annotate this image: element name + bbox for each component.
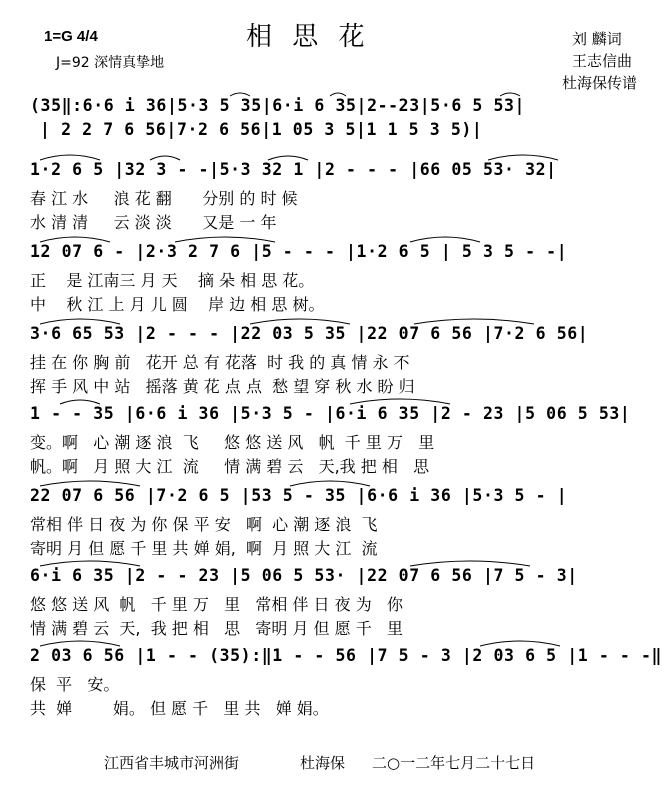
slur-mark [40,319,120,324]
system-4-lyric-1: 变。啊 心 潮 逐 浪 飞 悠 悠 送 风 帆 千 里 万 里 [30,433,435,452]
slur-mark [250,319,350,324]
slur-mark [40,481,140,486]
slur-mark [60,400,100,404]
system-4-notes: 1 - - 35 |6·6 i 36 |5·3 5 - |6·i 6 35 |2 - 23 |5 06 5 53| [30,404,631,423]
slur-mark [40,155,100,160]
system-7-lyric-2: 共 婵 娟。 但 愿 千 里 共 婵 娟。 [30,699,329,718]
slur-mark [410,561,530,566]
slur-mark [150,156,180,160]
footer-date: 二○一二年七月二十七日 [372,754,536,772]
key-signature: 1=G 4/4 [44,28,98,45]
system-3-lyric-1: 挂 在 你 胸 前 花开 总 有 花落 时 我 的 真 情 永 不 [30,353,410,372]
system-2-lyric-2: 中 秋 江 上 月 儿 圆 岸 边 相 思 树。 [30,295,325,314]
sheet-title: 相 思 花 [246,22,371,52]
system-1-notes: 1·2 6 5 |32 3 - -|5·3 32 1 |2 - - - |66 05 53· 32| [30,160,557,179]
slur-mark [290,481,370,486]
slur-mark [40,641,120,646]
footer-place: 江西省丰城市河洲街 [104,754,240,772]
intro-line-2: | 2 2 7 6 56|7·2 6 56|1 05 3 5|1 1 5 3 5)| [40,120,483,139]
slur-mark [350,399,450,404]
system-2-lyric-1: 正 是 江南三 月 天 摘 朵 相 思 花。 [30,271,315,290]
system-3-notes: 3·6 65 53 |2 - - - |22 03 5 35 |22 07 6 56 |7·2 6 56| [30,324,589,343]
system-1-lyric-2: 水 清 清 云 淡 淡 又是 一 年 [30,213,277,232]
system-5-lyric-1: 常相 伴 日 夜 为 你 保 平 安 啊 心 潮 逐 浪 飞 [30,515,378,534]
tempo-marking: J=92 深情真挚地 [56,55,165,71]
system-7-notes: 2 03 6 56 |1 - - (35):‖1 - - 56 |7 5 - 3 |2 03 6 5 |1 - - -‖ [30,646,663,665]
slur-mark [480,641,560,646]
lyricist-credit: 刘 麟词 [572,30,622,48]
system-2-notes: 12 07 6 - |2·3 2 7 6 |5 - - - |1·2 6 5 | 5 3 5 - -| [30,242,568,261]
slur-mark [500,93,520,96]
slur-mark [268,156,308,160]
intro-line-1: (35‖:6·6 i 36|5·3 5 35|6·i 6 35|2--23|5·6 5 53| [30,96,526,115]
slur-mark [410,237,480,242]
system-5-notes: 22 07 6 56 |7·2 6 5 |53 5 - 35 |6·6 i 36 |5·3 5 - | [30,486,568,505]
slur-mark [330,93,346,96]
slur-mark [175,237,275,242]
footer-name: 杜海保 [300,754,346,772]
system-6-lyric-1: 悠 悠 送 风 帆 千 里 万 里 常相 伴 日 夜 为 你 [30,595,403,614]
composer-credit: 王志信曲 [572,52,633,70]
transcriber-credit: 杜海保传谱 [562,74,638,92]
slur-mark [414,319,534,324]
slur-mark [40,561,140,566]
system-6-notes: 6·i 6 35 |2 - - 23 |5 06 5 53· |22 07 6 56 |7 5 - 3| [30,566,578,585]
system-1-lyric-1: 春 江 水 浪 花 翻 分别 的 时 候 [30,189,298,208]
system-4-lyric-2: 帆。啊 月 照 大 江 流 情 满 碧 云 天,我 把 相 思 [30,457,430,476]
slur-mark [40,237,110,242]
system-7-lyric-1: 保 平 安。 [30,675,120,694]
system-6-lyric-2: 情 满 碧 云 天, 我 把 相 思 寄明 月 但 愿 千 里 [30,619,403,638]
system-3-lyric-2: 挥 手 风 中 站 摇落 黄 花 点 点 愁 望 穿 秋 水 盼 归 [30,377,415,396]
slur-mark [488,155,558,160]
system-5-lyric-2: 寄明 月 但 愿 千 里 共 婵 娟, 啊 月 照 大 江 流 [30,539,378,558]
slur-mark [230,93,250,96]
